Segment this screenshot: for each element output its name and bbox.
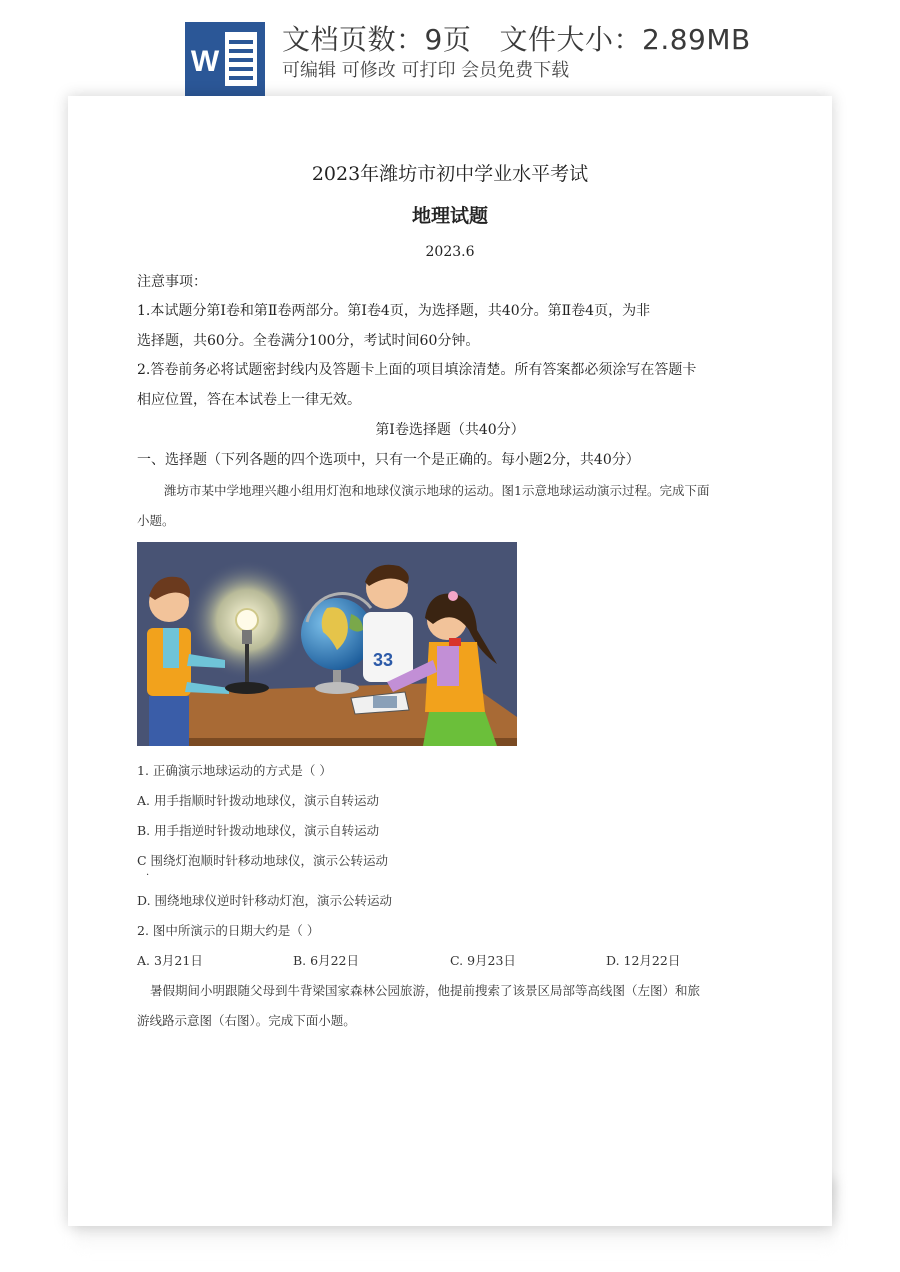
question-1-option-d: D. 围绕地球仪逆时针移动灯泡，演示公转运动 [137,893,393,908]
notice-line-2a: 2.答卷前务必将试题密封线内及答题卡上面的项目填涂清楚。所有答案都必须涂写在答题卡 [137,362,697,378]
exam-subject: 地理试题 [411,205,488,227]
part1-heading: 第Ⅰ卷选择题（共40分） [375,422,525,438]
notice-line-1a: 1.本试题分第Ⅰ卷和第Ⅱ卷两部分。第Ⅰ卷4页，为选择题，共40分。第Ⅱ卷4页，为非 [137,303,651,319]
document-page [68,96,832,1226]
intro2-line-a: 暑假期间小明跟随父母到牛背梁国家森林公园旅游，他提前搜索了该景区局部等高线图（左图）和旅 [150,983,701,998]
download-banner [0,0,900,96]
question-2-option-c: C. 9月23日 [450,953,516,968]
svg-text:W: W [190,45,220,78]
notice-line-1b: 选择题，共60分。全卷满分100分，考试时间60分钟。 [137,333,480,349]
exam-title: 2023年潍坊市初中学业水平考试 [311,163,589,185]
intro2-line-b: 游线路示意图（右图）。完成下面小题。 [137,1013,356,1028]
earth-motion-demo-illustration [137,542,517,746]
question-1-option-a: A. 用手指顺时针拨动地球仪，演示自转运动 [137,793,379,808]
question-2-option-b: B. 6月22日 [293,953,359,968]
question-2: 2. 图中所演示的日期大约是（ ） [137,923,320,938]
question-1: 1. 正确演示地球运动的方式是（ ） [137,763,332,778]
question-2-option-d: D. 12月22日 [606,953,681,968]
intro1-line-b: 小题。 [137,513,175,528]
question-1-option-b: B. 用手指逆时针拨动地球仪，演示自转运动 [137,823,380,838]
svg-text:33: 33 [373,650,394,670]
banner-title: 文档页数：9页 文件大小：2.89MB [282,23,751,56]
section1-heading: 一、选择题（下列各题的四个选项中，只有一个是正确的。每小题2分，共40分） [137,452,640,468]
banner-subtitle: 可编辑 可修改 可打印 会员免费下载 [282,60,570,81]
word-document-icon [185,22,265,96]
notice-line-2b: 相应位置，答在本试卷上一律无效。 [137,392,361,408]
intro1-line-a: 潍坊市某中学地理兴趣小组用灯泡和地球仪演示地球的运动。图1示意地球运动演示过程。完成下面 [164,483,710,498]
question-1-option-c: C 围绕灯泡顺时针移动地球仪，演示公转运动 [137,853,389,868]
notice-heading: 注意事项： [137,274,207,290]
question-2-option-a: A. 3月21日 [137,953,203,968]
option-c-dot: . [146,867,150,878]
exam-date: 2023.6 [425,244,475,260]
